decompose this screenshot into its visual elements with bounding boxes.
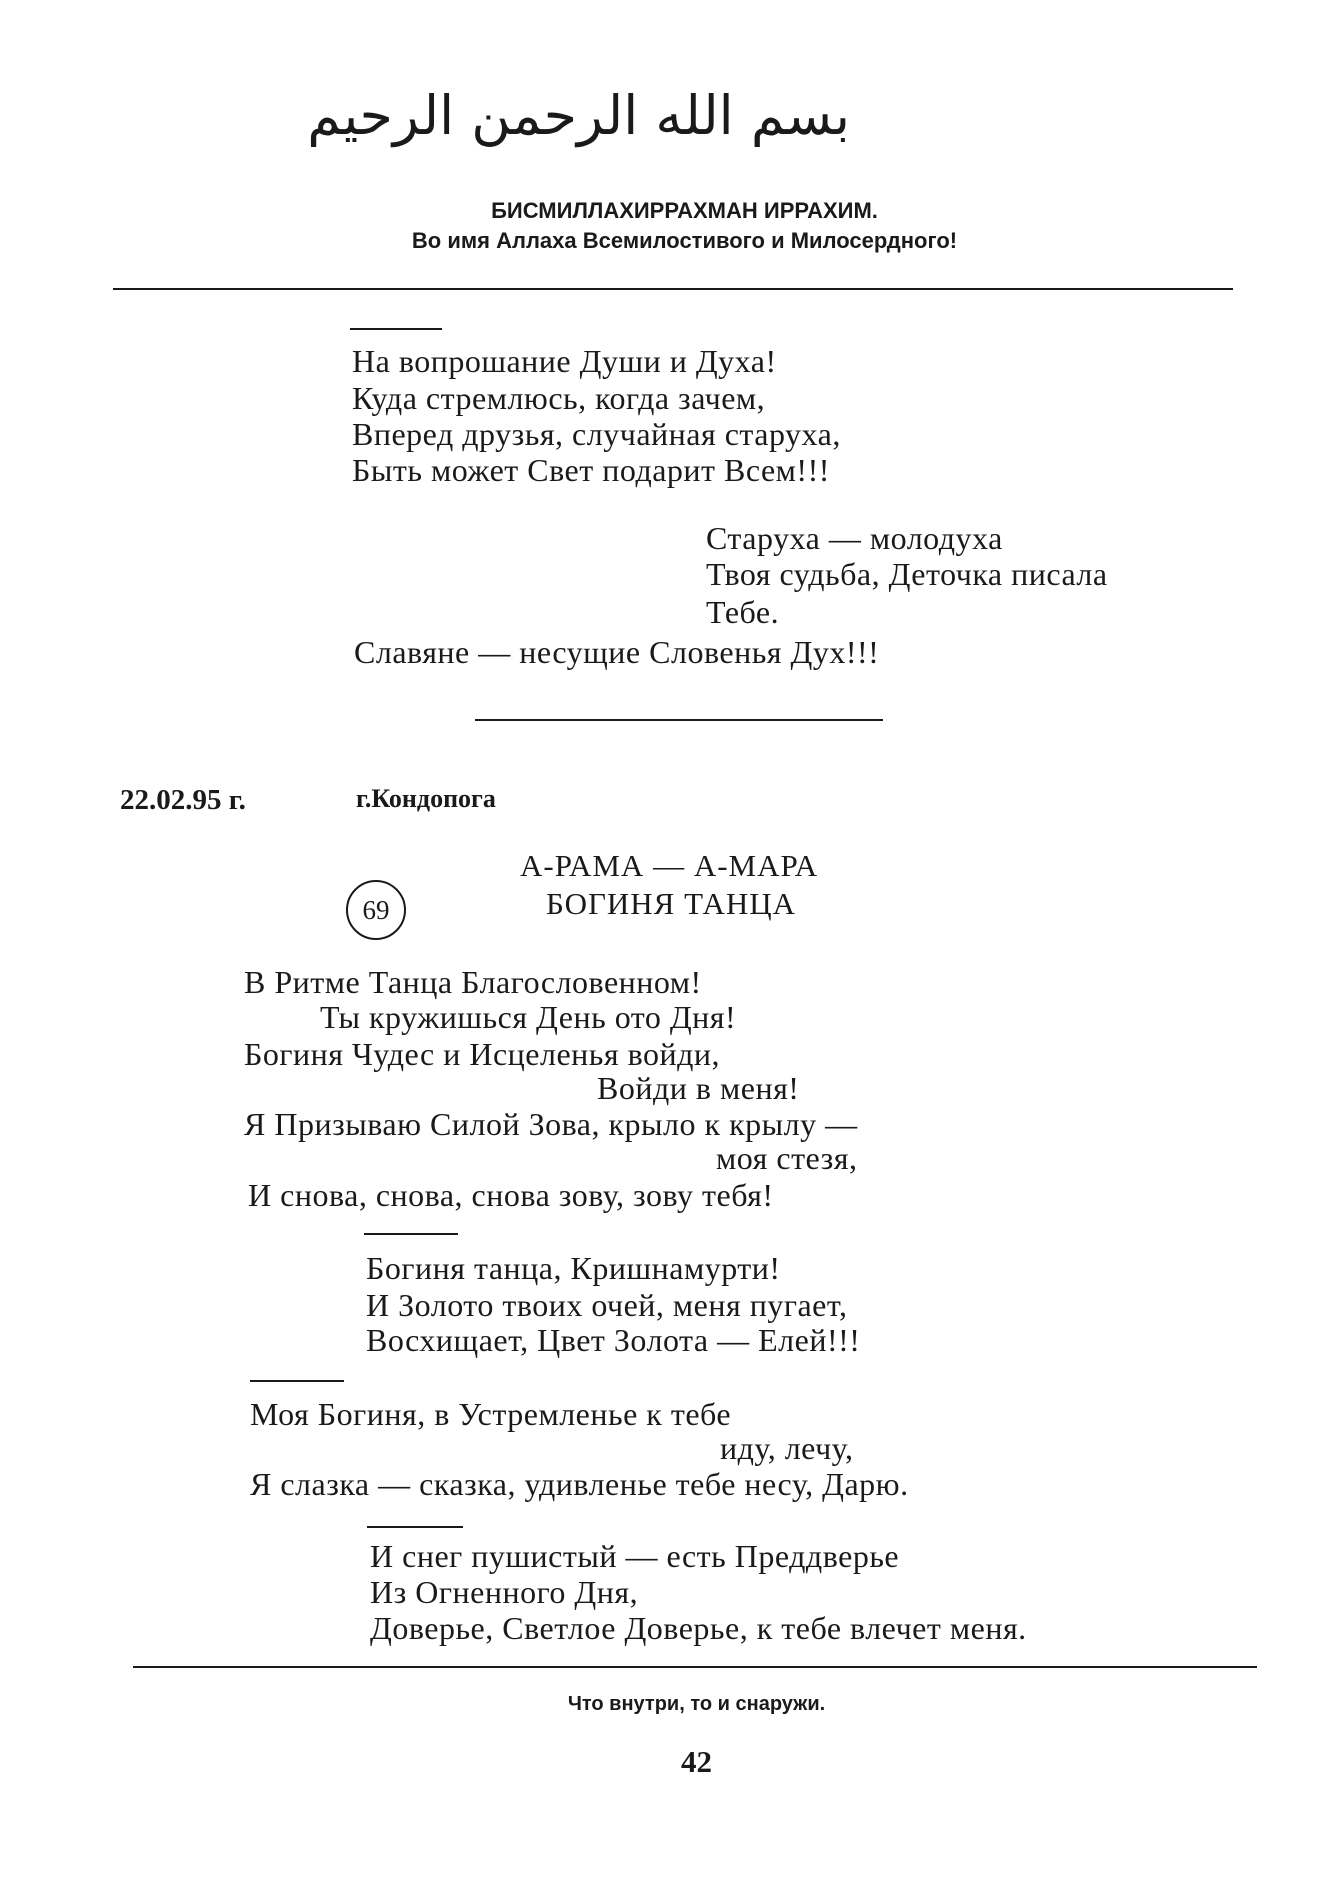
verse-line: Славяне — несущие Словенья Дух!!!: [354, 634, 880, 670]
verse-line: Твоя судьба, Деточка писала: [706, 556, 1108, 592]
verse-line: Восхищает, Цвет Золота — Елей!!!: [366, 1322, 861, 1358]
verse-line: Ты кружишься День ото Дня!: [320, 999, 737, 1035]
verse-line: Богиня Чудес и Исцеленья войди,: [244, 1036, 721, 1072]
entry-place: г.Кондопога: [356, 784, 496, 813]
verse-line: моя стезя,: [716, 1140, 858, 1176]
poem-number: [346, 880, 406, 940]
verse-line: И снег пушистый — есть Преддверье: [370, 1538, 900, 1574]
section-divider: [475, 719, 883, 721]
header-rule: [113, 288, 1233, 290]
verse-line: Тебе.: [706, 594, 780, 630]
stanza-dash: [350, 328, 442, 330]
stanza-dash: [367, 1526, 463, 1528]
verse-line: Богиня танца, Кришнамурти!: [366, 1250, 781, 1286]
verse-line: Я слазка — сказка, удивленье тебе несу, Дарю.: [250, 1466, 909, 1502]
verse-line: Быть может Свет подарит Всем!!!: [352, 452, 830, 488]
stanza-dash: [250, 1380, 344, 1382]
bismillah-calligraphy: بسم الله الرحمن الرحيم: [307, 84, 850, 147]
verse-line: Доверье, Светлое Доверье, к тебе влечет меня.: [370, 1610, 1027, 1646]
verse-line: иду, лечу,: [720, 1430, 854, 1466]
poem-title-2: БОГИНЯ ТАНЦА: [546, 886, 797, 921]
verse-line: Войди в меня!: [597, 1070, 800, 1106]
verse-line: Моя Богиня, в Устремленье к тебе: [250, 1396, 732, 1432]
verse-line: И снова, снова, снова зову, зову тебя!: [248, 1177, 774, 1213]
verse-line: Куда стремлюсь, когда зачем,: [352, 380, 766, 416]
poem-title-1: А-РАМА — А-МАРА: [520, 848, 819, 883]
header-line-1: БИСМИЛЛАХИРРАХМАН ИРРАХИМ.: [491, 198, 878, 223]
verse-line: Из Огненного Дня,: [370, 1574, 639, 1610]
verse-line: Старуха — молодуха: [706, 520, 1003, 556]
poem-number-text: 69: [362, 894, 390, 925]
footer-motto: Что внутри, то и снаружи.: [567, 1693, 826, 1715]
verse-line: Я Призываю Силой Зова, крыло к крылу —: [244, 1106, 858, 1142]
header-line-2: Во имя Аллаха Всемилостивого и Милосердного!: [411, 228, 958, 253]
entry-date: 22.02.95 г.: [120, 784, 246, 816]
stanza-dash: [364, 1233, 458, 1235]
footer-rule: [133, 1666, 1257, 1668]
verse-line: На вопрошание Души и Духа!: [352, 343, 777, 379]
verse-line: Вперед друзья, случайная старуха,: [352, 416, 841, 452]
verse-line: И Золото твоих очей, меня пугает,: [366, 1287, 848, 1323]
verse-line: В Ритме Танца Благословенном!: [244, 964, 702, 1000]
page-number: 42: [681, 1744, 712, 1779]
